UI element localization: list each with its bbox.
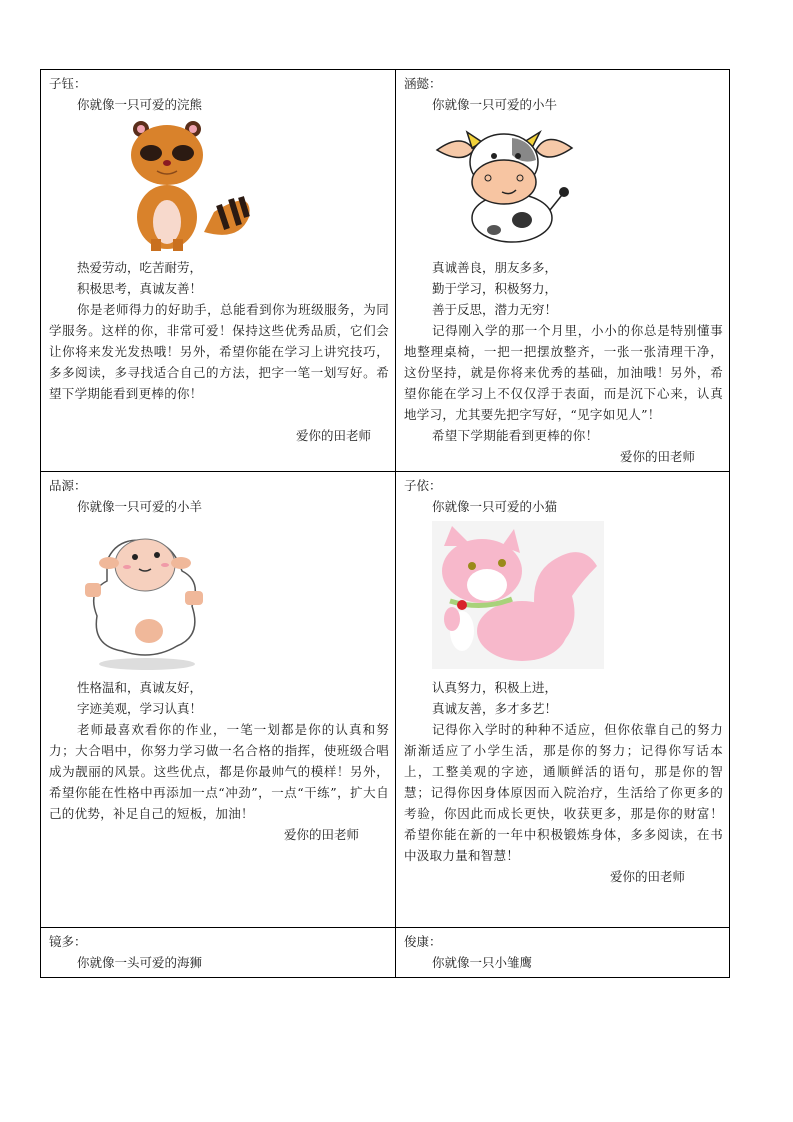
praise-line: 认真努力，积极上进， xyxy=(432,680,558,695)
teacher-signature: 爱你的田老师 xyxy=(609,869,685,884)
cow-illustration-icon xyxy=(404,115,723,257)
comment-body: 老师最喜欢看你的作业，一笔一划都是你的认真和努力；大合唱中，你努力学习做一名合格的指挥，使班级合唱成为靓丽的风景。这些优点，都是你最帅气的模样！另外，希望你能在性格中再添加一点“冲劲”，一点“干练”，扩大自己的优势，补足自己的短板，加油！ xyxy=(49,722,389,821)
praise-line: 真诚善良，朋友多多， xyxy=(432,260,558,275)
card-ziyu xyxy=(41,70,396,472)
table-row xyxy=(41,472,730,928)
praise-line: 性格温和，真诚友好， xyxy=(77,680,203,695)
comment-body: 记得刚入学的那一个月里，小小的你总是特别懂事地整理桌椅，一把一把摆放整齐，一张一张清理干净，这份坚持，就是你将来优秀的基础，加油哦！另外，希望你能在学习上不仅仅浮于表面，而是沉下心来，认真地学习，尤其要先把字写好，“见字如见人”！ xyxy=(404,323,723,422)
praise-line: 热爱劳动，吃苦耐劳， xyxy=(77,260,203,275)
card-junkang xyxy=(396,928,730,978)
student-name: 镜多： xyxy=(49,934,87,949)
cat-illustration-icon xyxy=(404,517,723,677)
comment-closing: 希望下学期能看到更棒的你！ xyxy=(432,428,599,443)
card-jingduo xyxy=(41,928,396,978)
teacher-signature: 爱你的田老师 xyxy=(295,428,371,443)
animal-intro: 你就像一只可爱的小牛 xyxy=(432,97,558,112)
comment-body: 记得你入学时的种种不适应，但你依靠自己的努力渐渐适应了小学生活，那是你的努力；记得你写话本上，工整美观的字迹，通顺鲜活的语句，那是你的智慧；记得你因身体原因而入院治疗，生活给了你更多的考验，你因此而成长更快，收获更多，那是你的财富！希望你能在新的一年中积极锻炼身体，多多阅读，在书中汲取力量和智慧！ xyxy=(404,722,723,863)
comment-cards-table xyxy=(40,69,730,978)
teacher-signature: 爱你的田老师 xyxy=(619,449,695,464)
student-name: 子依： xyxy=(404,478,442,493)
sheep-illustration-icon xyxy=(49,517,389,677)
comment-cards-page xyxy=(40,69,730,978)
card-ziyi xyxy=(396,472,730,928)
table-row xyxy=(41,70,730,472)
praise-line: 字迹美观，学习认真！ xyxy=(77,701,203,716)
student-name: 子钰： xyxy=(49,76,87,91)
card-pinyuan xyxy=(41,472,396,928)
card-hanyi xyxy=(396,70,730,472)
table-row xyxy=(41,928,730,978)
teacher-signature: 爱你的田老师 xyxy=(283,827,359,842)
comment-body: 你是老师得力的好助手，总能看到你为班级服务，为同学服务。这样的你，非常可爱！保持这些优秀品质，它们会让你将来发光发热哦！另外，希望你能在学习上讲究技巧，多多阅读，多寻找适合自己的方法，把字一笔一划写好。希望下学期能看到更棒的你！ xyxy=(49,302,389,401)
praise-line: 真诚友善，多才多艺！ xyxy=(432,701,558,716)
animal-intro: 你就像一头可爱的海狮 xyxy=(77,955,203,970)
praise-line: 善于反思，潜力无穷！ xyxy=(432,302,558,317)
praise-line: 勤于学习，积极努力， xyxy=(432,281,558,296)
animal-intro: 你就像一只可爱的小猫 xyxy=(432,499,558,514)
animal-intro: 你就像一只可爱的浣熊 xyxy=(77,97,203,112)
praise-line: 积极思考，真诚友善！ xyxy=(77,281,203,296)
raccoon-illustration-icon xyxy=(49,115,389,257)
student-name: 俊康： xyxy=(404,934,442,949)
student-name: 涵懿： xyxy=(404,76,442,91)
animal-intro: 你就像一只可爱的小羊 xyxy=(77,499,203,514)
animal-intro: 你就像一只小雏鹰 xyxy=(432,955,533,970)
student-name: 品源： xyxy=(49,478,87,493)
